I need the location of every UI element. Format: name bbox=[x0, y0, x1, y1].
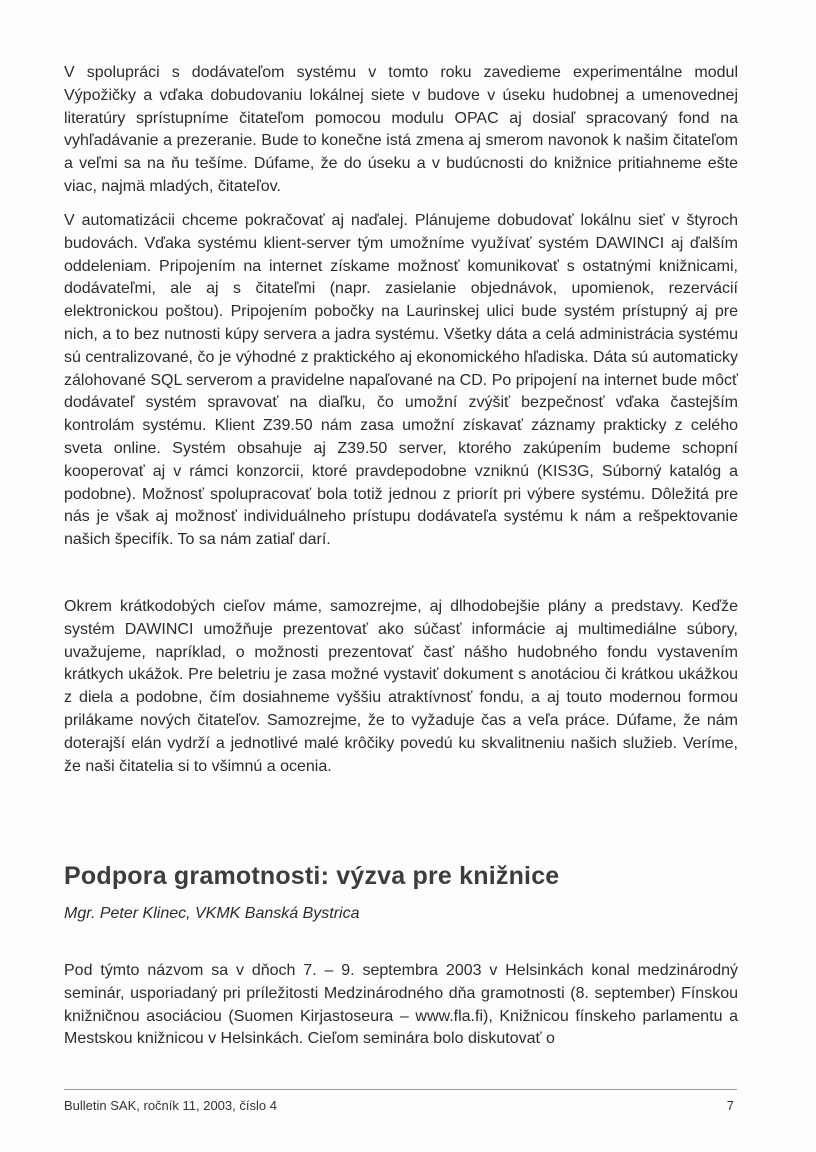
paragraph-automation-intro: V spolupráci s dodávateľom systému v tomto roku zavedieme experimentálne modul Výpožičky a vďaka dobudovaniu lokálnej siete v budove v úseku hudobnej a umenovednej literatúry sprístupníme čitateľom pomocou modulu OPAC aj dosiaľ spracovaný fond na vyhľadávanie a prezeranie. Bude to konečne istá zmena aj smerom navonok k našim čitateľom a veľmi sa na ňu tešíme. Dúfame, že do úseku a v budúcnosti do knižnice pritiahneme ešte viac, najmä mladých, čitateľov. bbox=[64, 64, 738, 195]
footer-publication: Bulletin SAK, ročník 11, 2003, číslo 4 bbox=[64, 1098, 277, 1113]
paragraph-automation-plans: V automatizácii chceme pokračovať aj naďalej. Plánujeme dobudovať lokálnu sieť v štyroch budovách. Vďaka systému klient-server tým umožníme využívať systém DAWINCI aj ďalším oddeleniam. Pripojením na internet získame možnosť komunikovať s ostatnými knižnicami, dodávateľmi, ale aj s čitateľmi (napr. zasielanie objednávok, upomienok, rezervácií elektronickou poštou). Pripojením pobočky na Laurinskej ulici bude systém prístupný aj pre nich, a to bez nutnosti kúpy servera a jadra systému. Všetky dáta a celá administrácia systému sú centralizované, čo je výhodné z praktického aj ekonomického hľadiska. Dáta sú automaticky zálohované SQL serverom a pravidelne napaľované na CD. Po pripojení na internet bude môcť dodávateľ systém spravovať na diaľku, čo umožní zvýšiť bezpečnosť vďaka častejším kontrolám systému. Klient Z39.50 nám zasa umožní získavať záznamy prakticky z celého sveta online. Systém obsahuje aj Z39.50 server, ktorého zakúpením budeme schopní kooperovať aj v rámci konzorcii, ktoré pravdepodobne vzniknú (KIS3G, Súborný katalóg a podobne). Možnosť spolupracovať bola totiž jednou z priorít pri výbere systému. Dôležitá pre nás je však aj možnosť individuálneho prístupu dodávateľa systému k nám a rešpektovanie našich špecifík. To sa nám zatiaľ darí. bbox=[64, 212, 738, 549]
paragraph-long-term-plans: Okrem krátkodobých cieľov máme, samozrejme, aj dlhodobejšie plány a predstavy. Keďže systém DAWINCI umožňuje prezentovať ako súčasť informácie aj multimediálne súbory, uvažujeme, napríklad, o možnosti prezentovať časť nášho hudobného fondu vystavením krátkych ukážok. Pre beletriu je zasa možné vystaviť dokument s anotáciou či krátkou ukážkou z diela a podobne, čím dosiahneme vyššiu atraktívnosť fondu, a aj touto modernou formou prilákame nových čitateľov. Samozrejme, že to vyžaduje čas a veľa práce. Dúfame, že nám doterajší elán vydrží a jednotlivé malé krôčiky povedú ku skvalitneniu našich služieb. Veríme, že naši čitatelia si to všimnú a ocenia. bbox=[64, 598, 738, 775]
article-author: Mgr. Peter Klinec, VKMK Banská Bystrica bbox=[64, 905, 360, 922]
footer-divider bbox=[64, 1089, 737, 1090]
footer-page-number: 7 bbox=[726, 1098, 734, 1113]
article-title: Podpora gramotnosti: výzva pre knižnice bbox=[64, 862, 560, 890]
paragraph-seminar-intro: Pod týmto názvom sa v dňoch 7. – 9. septembra 2003 v Helsinkách konal medzinárodný seminár, usporiadaný pri príležitosti Medzinárodného dňa gramotnosti (8. september) Fínskou knižničnou asociáciou (Suomen Kirjastoseura – www.fla.fi), Knižnicou fínskeho parlamentu a Mestskou knižnicou v Helsinkách. Cieľom seminára bolo diskutovať o bbox=[64, 962, 738, 1048]
